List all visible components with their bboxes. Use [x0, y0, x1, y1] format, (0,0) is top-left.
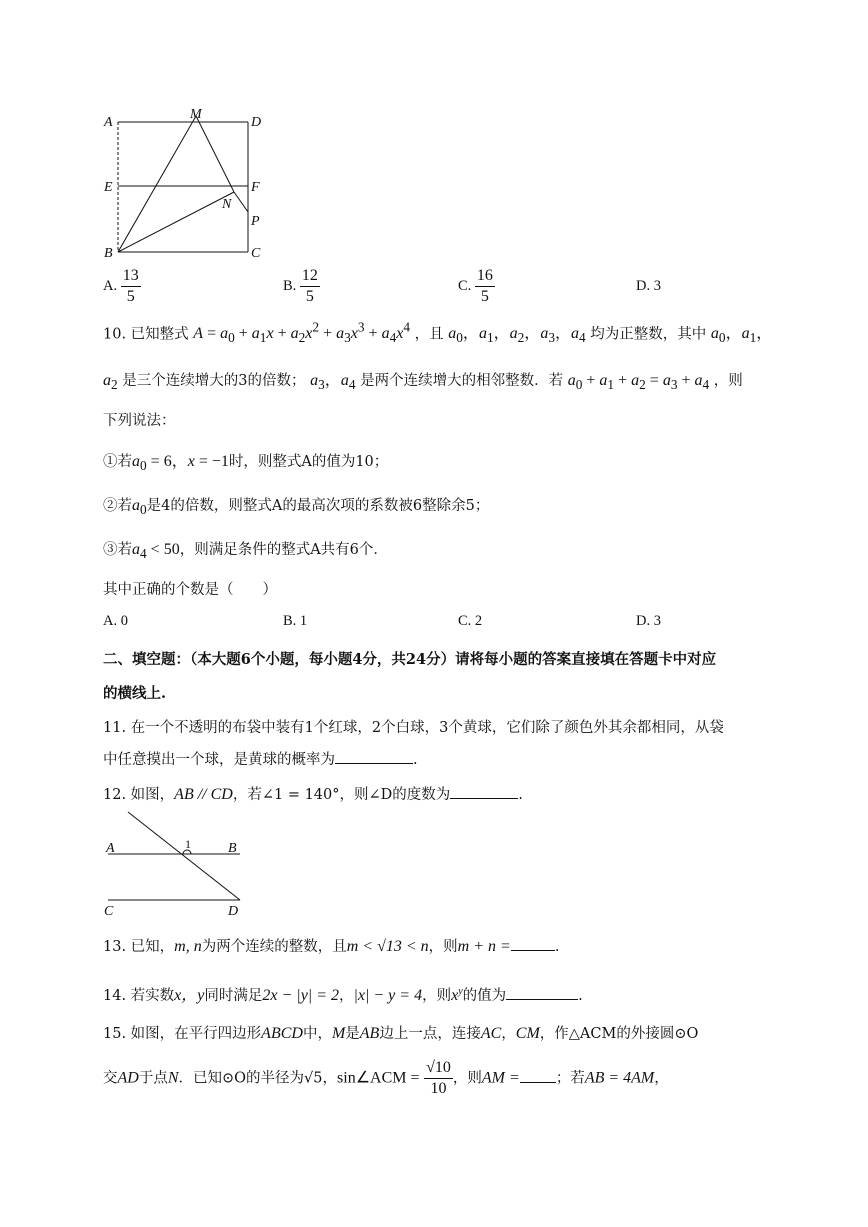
q9-label-A: A [104, 115, 113, 130]
q11-line2: 中任意摸出一个球，是黄球的概率为 . [103, 748, 418, 769]
q9-option-b-fraction: $\frac{12}{5}$ [301, 267, 318, 305]
q11-line1: 11. 在一个不透明的布袋中装有1个红球，2个白球，3个黄球，它们除了颜色外其余都相同，从袋 [103, 720, 724, 736]
q13-answer-blank[interactable] [511, 936, 555, 951]
q9-label-D: D [251, 115, 262, 130]
q9-option-c[interactable] [458, 266, 495, 307]
q10-statement-2: ②若$a_0$是4的倍数，则整式A的最高次项的系数被6整除余5； [103, 497, 490, 518]
q12-label-A: A [106, 841, 115, 856]
q12-line: 12. 如图，AB // CD，若∠1 = 140°，则∠D的度数为 . [103, 786, 523, 803]
q13-line: 13. 已知，m, n为两个连续的整数，且m < √13 < n，则m + n = . [103, 938, 560, 955]
q12-label-B: B [228, 841, 237, 856]
q10-line2: $a_2$ 是三个连续增大的3的倍数； $a_3$，$a_4$ 是两个连续增大的相邻整数．若 $a_0 + a_1 + a_2 = a_3 + a_4$ ，则 [103, 372, 743, 393]
q10-statement-3: ③若$a_4 < 50$，则满足条件的整式A共有6个． [103, 541, 388, 562]
q9-option-a-letter: A. [103, 278, 118, 294]
q9-option-a-fraction: $\frac{13}{5}$ [122, 267, 139, 305]
q10-number: 10. 已知整式 [103, 326, 189, 343]
q9-label-M: M [190, 107, 202, 122]
q10-t1: ，且 [414, 326, 444, 343]
q9-label-P: P [251, 214, 260, 229]
q14-answer-blank[interactable] [506, 985, 578, 1000]
q9-option-a[interactable] [103, 266, 141, 307]
q9-option-c-fraction: $\frac{16}{5}$ [476, 267, 493, 305]
q10-polynomial: $A = a_0 + a_1x + a_2x^2 + a_3x^3 + a_4x^4$ [193, 320, 411, 346]
q9-label-F: F [251, 180, 260, 195]
q15-answer-blank-1[interactable] [520, 1068, 556, 1083]
q10-option-d[interactable]: D. 3 [636, 613, 661, 629]
q10-option-c[interactable]: C. 2 [458, 613, 483, 629]
q10-line3: 下列说法： [103, 413, 176, 429]
q15-sin-fraction: $\frac{√10}{10}$ [426, 1059, 451, 1097]
q12-label-D: D [228, 904, 239, 919]
q10-option-b[interactable]: B. 1 [283, 613, 308, 629]
q10-line1 [103, 320, 772, 347]
q11-answer-blank[interactable] [335, 749, 413, 764]
q9-label-C: C [251, 246, 261, 261]
q12-parallel-lines-figure [100, 808, 250, 923]
q9-option-c-letter: C. [458, 278, 472, 294]
q10-coeffs: $a_0$，$a_1$，$a_2$，$a_3$，$a_4$ [448, 325, 586, 346]
q12-answer-blank[interactable] [450, 784, 518, 799]
section2-heading-line2: 的横线上. [103, 685, 167, 702]
q14-line: 14. 若实数x，y同时满足2x − |y| = 2，|x| − y = 4，则$x^y$的值为 . [103, 986, 583, 1004]
q10-ask: 其中正确的个数是（ ） [103, 582, 277, 598]
q10-option-a[interactable]: A. 0 [103, 613, 128, 629]
q12-label-1: 1 [185, 837, 191, 851]
q9-label-B: B [104, 246, 113, 261]
q15-line1: 15. 如图，在平行四边形ABCD中，M是AB边上一点，连接AC，CM，作△ACM的外接圆⊙O [103, 1025, 699, 1042]
q15-line2: 交AD于点N．已知⊙O的半径为√5，sin∠ACM = $\frac{√10}{10}$ ，则AM = ；若AB = 4AM， [103, 1059, 669, 1097]
q12-label-C: C [104, 904, 114, 919]
section2-heading-line1: 二、填空题：（本大题6个小题，每小题4分，共24分）请将每小题的答案直接填在答题卡中对应 [103, 651, 717, 668]
q9-option-b-letter: B. [283, 278, 297, 294]
q10-coeffs2: $a_0$，$a_1$， [710, 325, 773, 346]
q9-label-E: E [104, 180, 113, 195]
q9-geometry-figure [96, 104, 271, 264]
q9-label-N: N [222, 197, 232, 212]
q9-option-b[interactable] [283, 266, 320, 307]
q9-option-d[interactable]: D. 3 [636, 278, 661, 294]
q10-statement-1: ①若$a_0 = 6$，x = −1时，则整式A的值为10； [103, 453, 389, 474]
q10-t2: 均为正整数，其中 [590, 326, 707, 343]
